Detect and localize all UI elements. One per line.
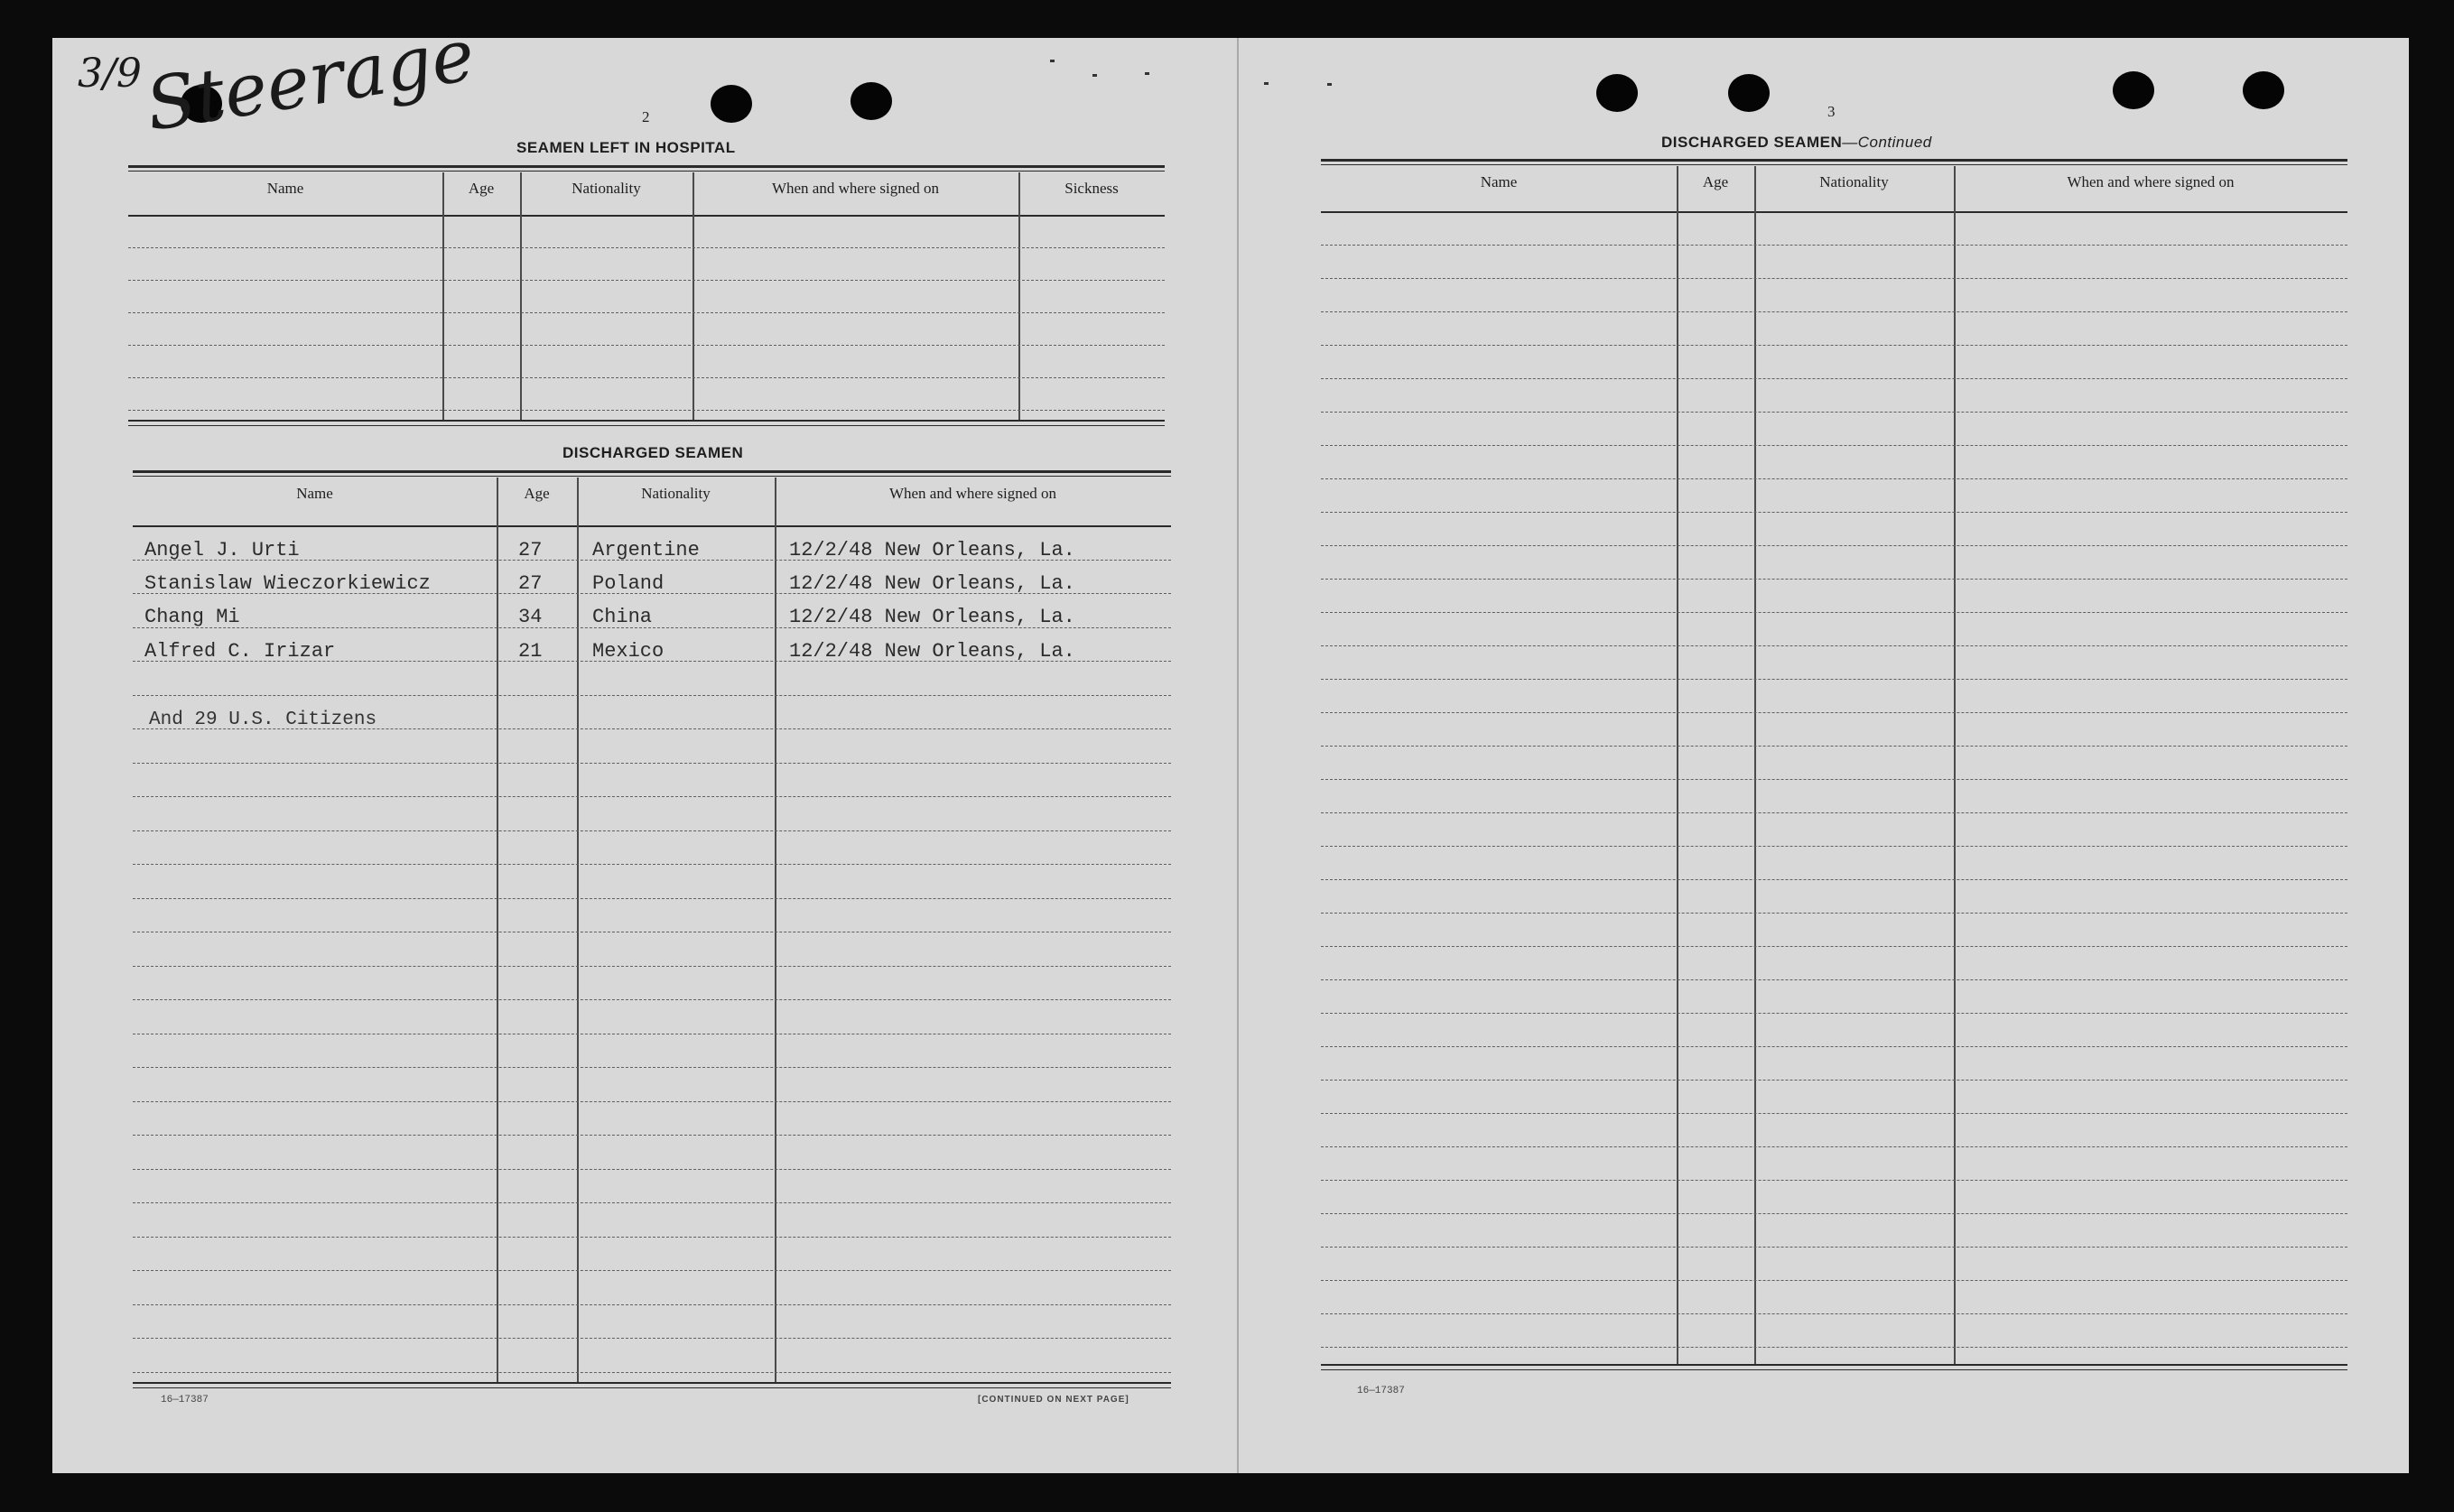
ruled-line (133, 1270, 1171, 1271)
seaman-name: Angel J. Urti (144, 539, 300, 561)
ruled-line (1321, 345, 2347, 346)
page-fold (1237, 38, 1239, 1473)
column-divider (1018, 172, 1020, 420)
ruled-line (133, 898, 1171, 899)
ruled-line (133, 695, 1171, 696)
column-divider (497, 478, 498, 1382)
speck (1264, 82, 1269, 85)
ruled-line (1321, 879, 2347, 880)
ruled-line (128, 410, 1165, 411)
table-top-rule (1321, 164, 2347, 165)
ruled-line (1321, 946, 2347, 947)
ruled-line (1321, 612, 2347, 613)
column-header: Nationality (641, 485, 711, 502)
ruled-line (1321, 645, 2347, 646)
column-divider (1954, 166, 1956, 1364)
page-number-right: 3 (1827, 103, 1836, 120)
citizens-note: And 29 U.S. Citizens (149, 710, 377, 730)
ruled-line (1321, 579, 2347, 580)
punch-hole (1728, 74, 1770, 112)
seaman-age: 21 (518, 640, 543, 663)
seaman-name: Stanislaw Wieczorkiewicz (144, 572, 431, 595)
speck (1092, 74, 1097, 77)
punch-hole (2113, 71, 2154, 109)
punch-hole (851, 82, 892, 120)
table-bottom-rule (1321, 1364, 2347, 1366)
seaman-signed-on: 12/2/48 New Orleans, La. (789, 640, 1075, 663)
speck (1327, 83, 1332, 86)
paper-sheet (52, 38, 2409, 1473)
table-row (0, 572, 1174, 599)
speck (1145, 72, 1149, 75)
ruled-line (1321, 846, 2347, 847)
ruled-line (1321, 1013, 2347, 1014)
ruled-line (133, 627, 1171, 628)
ruled-line (1321, 979, 2347, 980)
ruled-line (1321, 1313, 2347, 1314)
ruled-line (128, 247, 1165, 248)
table-top-rule (128, 171, 1165, 172)
header-rule (133, 525, 1171, 527)
seaman-age: 34 (518, 606, 543, 628)
ruled-line (1321, 1247, 2347, 1248)
ruled-line (133, 1372, 1171, 1373)
column-header: Age (524, 485, 550, 502)
ruled-line (1321, 779, 2347, 780)
discharged-section-title: DISCHARGED SEAMEN (562, 444, 744, 461)
column-divider (577, 478, 579, 1382)
column-header: When and where signed on (2067, 173, 2235, 190)
table-row (0, 640, 1174, 667)
seaman-age: 27 (518, 572, 543, 595)
ruled-line (1321, 1113, 2347, 1114)
hospital-section-title: SEAMEN LEFT IN HOSPITAL (516, 139, 736, 156)
table-bottom-rule (128, 425, 1165, 426)
ruled-line (1321, 278, 2347, 279)
column-divider (520, 172, 522, 420)
ruled-line (133, 830, 1171, 831)
ruled-line (133, 1202, 1171, 1203)
ruled-line (1321, 1213, 2347, 1214)
column-divider (1677, 166, 1678, 1364)
column-header: Nationality (1819, 173, 1889, 190)
ruled-line (133, 593, 1171, 594)
ruled-line (1321, 311, 2347, 312)
seaman-age: 27 (518, 539, 543, 561)
ruled-line (128, 345, 1165, 346)
ruled-line (1321, 746, 2347, 747)
ruled-line (1321, 812, 2347, 813)
ruled-line (1321, 1080, 2347, 1081)
table-top-rule (128, 165, 1165, 168)
continued-section-title (1661, 134, 1932, 152)
ruled-line (133, 661, 1171, 662)
ruled-line (128, 280, 1165, 281)
ruled-line (1321, 378, 2347, 379)
seaman-nationality: China (592, 606, 653, 628)
ruled-line (1321, 1280, 2347, 1281)
ruled-line (1321, 1146, 2347, 1147)
table-bottom-rule (128, 420, 1165, 422)
ruled-line (128, 377, 1165, 378)
corner-number-annotation: 3/9 (78, 51, 142, 97)
ruled-line (133, 1338, 1171, 1339)
column-header: Name (1480, 173, 1518, 190)
ruled-line (1321, 1347, 2347, 1348)
column-header: Sickness (1064, 180, 1119, 197)
header-rule (1321, 211, 2347, 213)
column-header: Name (266, 180, 304, 197)
ruled-line (1321, 445, 2347, 446)
ruled-line (133, 1237, 1171, 1238)
seaman-nationality: Poland (592, 572, 665, 595)
ruled-line (133, 796, 1171, 797)
seaman-signed-on: 12/2/48 New Orleans, La. (789, 539, 1075, 561)
ruled-line (133, 560, 1171, 561)
ruled-line (1321, 712, 2347, 713)
continued-label: [CONTINUED ON NEXT PAGE] (978, 1395, 1129, 1405)
ruled-line (133, 1169, 1171, 1170)
punch-hole (1596, 74, 1638, 112)
seaman-signed-on: 12/2/48 New Orleans, La. (789, 572, 1075, 595)
column-divider (693, 172, 694, 420)
seaman-name: Alfred C. Irizar (144, 640, 336, 663)
column-header: Nationality (572, 180, 641, 197)
ruled-line (133, 864, 1171, 865)
ruled-line (1321, 545, 2347, 546)
table-row (0, 539, 1174, 566)
table-row (0, 606, 1174, 633)
speck (1050, 60, 1055, 62)
seaman-signed-on: 12/2/48 New Orleans, La. (789, 606, 1075, 628)
form-number-right: 16—17387 (1357, 1386, 1405, 1396)
punch-hole (711, 85, 752, 123)
ruled-line (128, 312, 1165, 313)
ruled-line (133, 763, 1171, 764)
column-divider (442, 172, 444, 420)
ruled-line (133, 1135, 1171, 1136)
seaman-nationality: Mexico (592, 640, 665, 663)
column-divider (1754, 166, 1756, 1364)
table-top-rule (133, 470, 1171, 473)
handwritten-steerage: Steerage (140, 12, 480, 148)
ruled-line (133, 1101, 1171, 1102)
table-bottom-rule (1321, 1369, 2347, 1370)
ruled-line (133, 966, 1171, 967)
ruled-line (133, 999, 1171, 1000)
table-bottom-rule (133, 1382, 1171, 1384)
column-header: Age (468, 180, 495, 197)
ruled-line (133, 728, 1171, 729)
column-header: When and where signed on (771, 180, 940, 197)
ruled-line (1321, 478, 2347, 479)
table-bottom-rule (133, 1387, 1171, 1388)
ruled-line (1321, 512, 2347, 513)
table-top-rule (1321, 159, 2347, 162)
column-header: Name (296, 485, 333, 502)
ruled-line (1321, 412, 2347, 413)
table-top-rule (133, 476, 1171, 477)
column-header: Age (1702, 173, 1729, 190)
ruled-line (1321, 1046, 2347, 1047)
seaman-nationality: Argentine (592, 539, 700, 561)
header-rule (128, 215, 1165, 217)
ruled-line (1321, 1180, 2347, 1181)
continued-title-main: DISCHARGED SEAMEN (1661, 134, 1843, 151)
form-number-left: 16—17387 (161, 1395, 209, 1405)
page-number-left: 2 (642, 108, 650, 125)
ruled-line (1321, 679, 2347, 680)
continued-title-suffix: —Continued (1842, 134, 1932, 151)
ruled-line (133, 1067, 1171, 1068)
ruled-line (1321, 913, 2347, 914)
column-divider (775, 478, 776, 1382)
ruled-line (1321, 245, 2347, 246)
column-header: When and where signed on (888, 485, 1057, 502)
ruled-line (133, 1304, 1171, 1305)
seaman-name: Chang Mi (144, 606, 240, 628)
punch-hole (2243, 71, 2284, 109)
